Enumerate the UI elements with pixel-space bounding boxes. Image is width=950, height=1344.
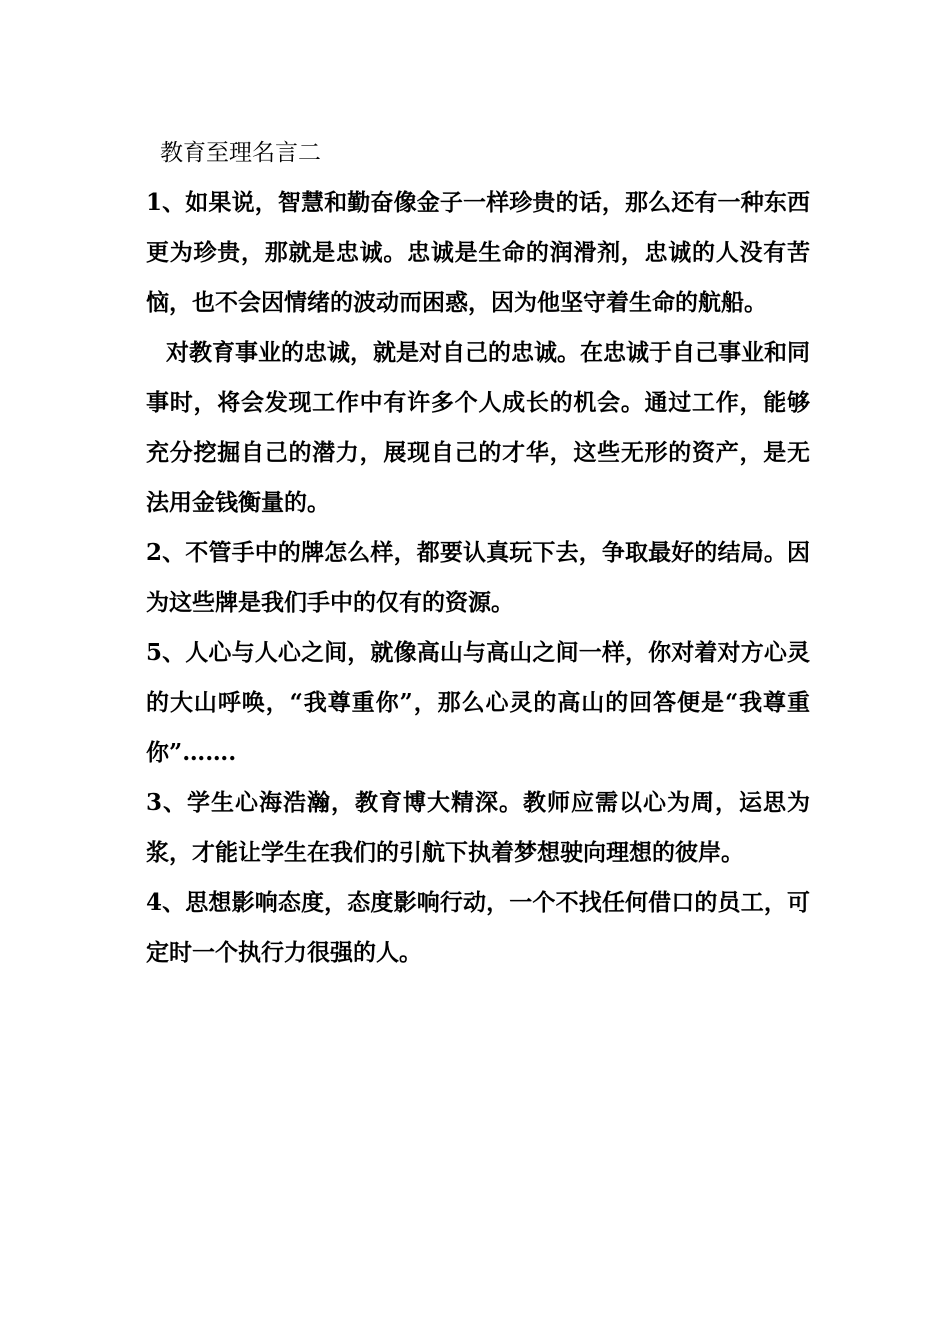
document-body — [146, 128, 810, 978]
paragraph-1: 1、如果说，智慧和勤奋像金子一样珍贵的话，那么还有一种东西更为珍贵，那就是忠诚。忠诚是生命的润滑剂，忠诚的人没有苦恼，也不会因情绪的波动而困惑，因为他坚守着生命的航船。 — [146, 189, 810, 316]
paragraph-3: 2、不管手中的牌怎么样，都要认真玩下去，争取最好的结局。因为这些牌是我们手中的仅有的资源。 — [146, 539, 810, 616]
paragraph-2: 对教育事业的忠诚，就是对自己的忠诚。在忠诚于自己事业和同事时，将会发现工作中有许多个人成长的机会。通过工作，能够充分挖掘自己的潜力，展现自己的才华，这些无形的资产，是无法用金钱衡量的。 — [146, 339, 810, 516]
paragraph-6: 4、思想影响态度，态度影响行动，一个不找任何借口的员工，可定时一个执行力很强的人。 — [146, 889, 810, 966]
paragraph-4: 5、人心与人心之间，就像高山与高山之间一样，你对着对方心灵的大山呼唤，“我尊重你”，那么心灵的高山的回答便是“我尊重你”……. — [146, 639, 810, 766]
document-title: 教育至理名言二 — [160, 140, 321, 166]
paragraph-5: 3、学生心海浩瀚，教育博大精深。教师应需以心为周，运思为浆，才能让学生在我们的引航下执着梦想驶向理想的彼岸。 — [146, 789, 810, 866]
